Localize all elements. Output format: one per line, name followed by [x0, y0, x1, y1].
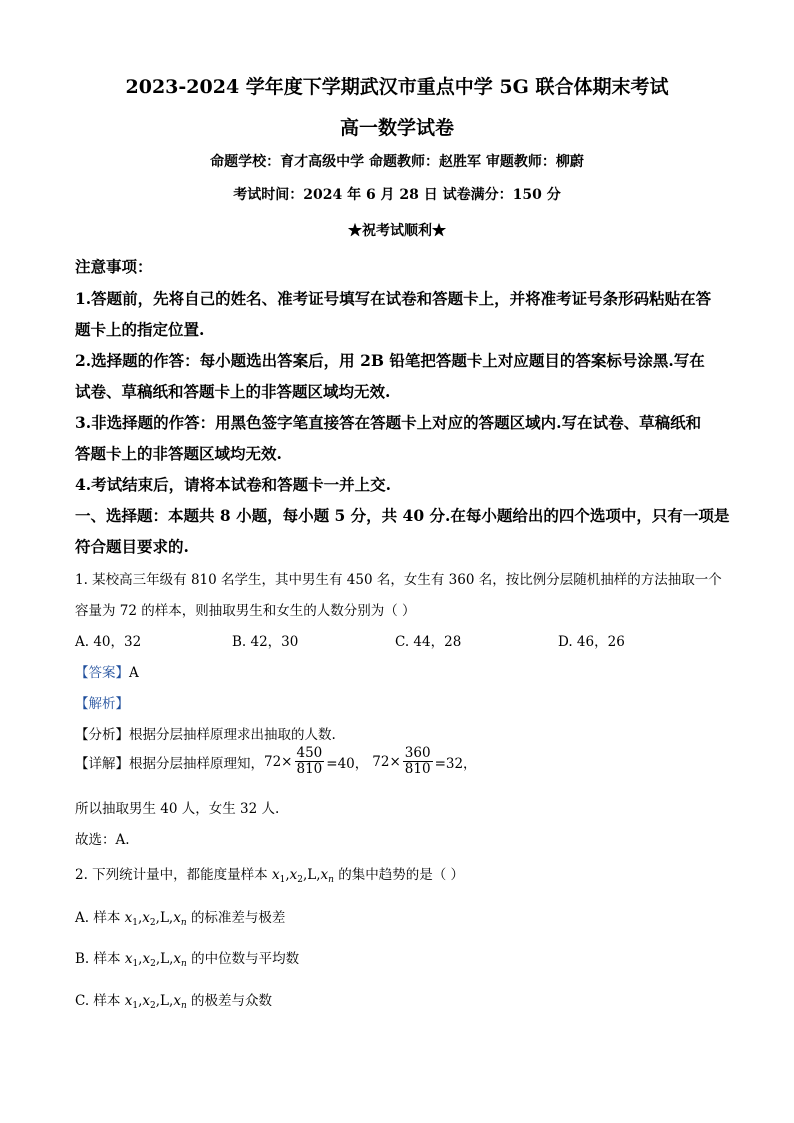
- exam-title: 2023-2024 学年度下学期武汉市重点中学 5G 联合体期末考试: [125, 76, 669, 98]
- fraction-female: [403, 746, 433, 777]
- var-x: x: [124, 993, 133, 1009]
- notice-line: 题卡上的指定位置.: [75, 320, 205, 339]
- answer-value: A: [129, 665, 139, 681]
- q2-option-c: C. 样本 $x_1,x_2,L,x_n$ 的极差与众数: [75, 993, 273, 1011]
- notice-line: 2.选择题的作答：每小题选出答案后，用 2B 铅笔把答题卡上对应题目的答案标号涂黑.写在: [75, 351, 705, 370]
- ellipsis: L: [307, 867, 317, 883]
- fraction-denominator: 810: [296, 761, 323, 777]
- fraction-male: [295, 746, 325, 777]
- option-prefix: B. 样本: [75, 951, 121, 967]
- ellipsis: L: [160, 951, 170, 967]
- q1-fenxi: [75, 723, 336, 743]
- notice-line: 3.非选择题的作答：用黑色签字笔直接答在答题卡上对应的答题区域内.写在试卷、草稿纸和: [75, 413, 702, 432]
- notice-line: 1.答题前，先将自己的姓名、准考证号填写在试卷和答题卡上，并将准考证号条形码粘贴在答: [75, 289, 712, 308]
- var-x: x: [124, 910, 133, 926]
- option-prefix: A. 样本: [75, 910, 121, 926]
- var-x: x: [142, 993, 151, 1009]
- sub-1: 1: [132, 959, 139, 969]
- q1-stem-cont: 容量为 72 的样本，则抽取男生和女生的人数分别为（ ）: [75, 603, 416, 619]
- ellipsis: L: [159, 910, 169, 926]
- math-result-2: =32，: [434, 755, 477, 772]
- option-suffix: 的标准差与极差: [190, 910, 286, 926]
- var-x: x: [173, 951, 182, 967]
- sub-n: n: [180, 1001, 187, 1011]
- option-prefix: C. 样本: [75, 993, 121, 1009]
- exam-authors: 命题学校：育才高级中学 命题教师：赵胜军 审题教师：柳蔚: [210, 154, 584, 170]
- sub-1: 1: [132, 918, 138, 928]
- var-x: x: [142, 951, 151, 967]
- notice-line: 答题卡上的非答题区域均无效.: [75, 444, 282, 463]
- var-x: x: [289, 867, 298, 883]
- fraction-numerator: 360: [404, 745, 431, 761]
- exam-subtitle: 高一数学试卷: [339, 117, 454, 139]
- sub-2: 2: [297, 875, 303, 885]
- sub-n: n: [328, 875, 334, 885]
- answer-label: 【答案】: [75, 665, 129, 681]
- xiangjie-label: 【详解】: [75, 755, 129, 772]
- q1-option-c: C. 44，28: [395, 634, 462, 650]
- sub-n: n: [181, 959, 187, 969]
- sub-1: 1: [279, 875, 286, 885]
- option-suffix: 的中位数与平均数: [191, 951, 300, 967]
- ellipsis: L: [160, 993, 170, 1009]
- exam-wish: ★祝考试顺利★: [348, 223, 446, 239]
- q1-option-d: D. 46，26: [558, 634, 625, 650]
- var-x: x: [320, 867, 329, 883]
- q1-xiangjie: [75, 746, 477, 777]
- fraction-denominator: 810: [404, 761, 431, 777]
- notice-heading: 注意事项：: [75, 257, 153, 276]
- sub-n: n: [180, 918, 187, 928]
- section-heading-cont: 符合题目要求的.: [75, 537, 189, 556]
- math-result-1: =40，: [326, 755, 369, 772]
- q1-stem: 1. 某校高三年级有 810 名学生，其中男生有 450 名，女生有 360 名，按比例分层随机抽样的方法抽取一个: [75, 572, 722, 588]
- xiangjie-text: 根据分层抽样原理知，: [129, 755, 264, 772]
- var-x: x: [173, 910, 181, 926]
- var-x: x: [173, 993, 181, 1009]
- fenxi-label: 【分析】: [75, 727, 129, 743]
- q2-stem: 2. 下列统计量中，都能度量样本 $x_1,x_2,L,x_n$ 的集中趋势的是（ ）: [75, 867, 465, 885]
- option-suffix: 的极差与众数: [191, 993, 273, 1009]
- q1-option-b: B. 42，30: [232, 634, 299, 650]
- exam-info: 考试时间：2024 年 6 月 28 日 试卷满分：150 分: [233, 187, 561, 203]
- notice-line: 4.考试结束后，请将本试卷和答题卡一并上交.: [75, 475, 392, 494]
- section-heading: 一、选择题：本题共 8 小题，每小题 5 分，共 40 分.在每小题给出的四个选项中，只有一项是: [75, 506, 730, 525]
- sub-1: 1: [132, 1001, 139, 1011]
- q2-option-a: A. 样本 $x_1,x_2,L,x_n$ 的标准差与极差: [75, 910, 286, 928]
- q2-option-b: B. 样本 $x_1,x_2,L,x_n$ 的中位数与平均数: [75, 951, 300, 969]
- q2-stem-pre: 2. 下列统计量中，都能度量样本: [75, 867, 268, 883]
- var-x: x: [124, 951, 133, 967]
- sub-2: 2: [149, 918, 156, 928]
- notice-line: 试卷、草稿纸和答题卡上的非答题区域均无效.: [75, 382, 391, 401]
- q1-answer: [75, 661, 139, 681]
- sub-2: 2: [150, 959, 156, 969]
- fraction-numerator: 450: [296, 745, 323, 761]
- q1-option-a: A. 40，32: [75, 634, 142, 650]
- q1-choose: 故选：A.: [75, 832, 130, 848]
- math-coef-2: 72×: [372, 753, 401, 770]
- var-x: x: [271, 867, 280, 883]
- q2-stem-post: 的集中趋势的是（ ）: [338, 867, 465, 883]
- analysis-label: 【解析】: [75, 696, 129, 712]
- fenxi-text: 根据分层抽样原理求出抽取的人数.: [129, 727, 336, 743]
- sub-2: 2: [150, 1001, 156, 1011]
- math-coef-1: 72×: [264, 753, 293, 770]
- q1-conclusion: 所以抽取男生 40 人，女生 32 人.: [75, 801, 280, 817]
- var-x: x: [142, 910, 150, 926]
